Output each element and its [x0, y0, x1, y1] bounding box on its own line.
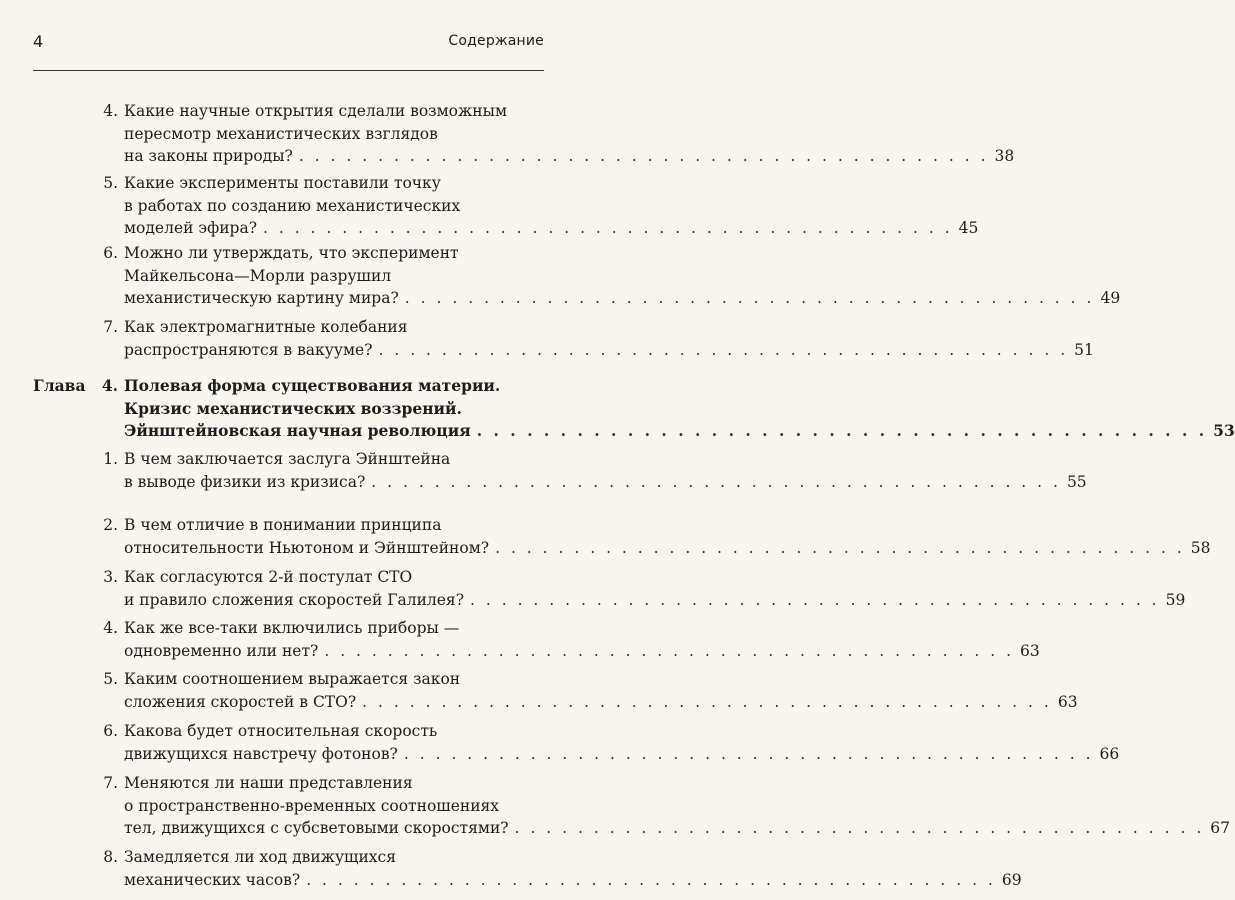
entry-title-line	[124, 537, 1211, 560]
entry-title-line: Как же все-таки включились приборы —	[124, 619, 460, 637]
entry-title-text: моделей эфира?	[124, 219, 257, 237]
entry-number: 6.	[103, 722, 118, 740]
entry-title	[124, 720, 1120, 765]
page-number-ref: 45	[958, 219, 979, 237]
toc-entry	[0, 242, 1121, 310]
entry-number: 5.	[103, 174, 118, 192]
toc-entry	[0, 172, 979, 240]
entry-number: 7.	[103, 774, 118, 792]
entry-title-line	[124, 817, 1230, 840]
entry-title-line: Замедляется ли ход движущихся	[124, 848, 396, 866]
leader-dots: . . . . . . . . . . . . . . . . . . . . . . . . . . . . . . . . . . . . . . . . . . . .	[306, 870, 996, 889]
entry-title-text: в выводе физики из кризиса?	[124, 472, 366, 491]
toc-entry	[0, 448, 1087, 493]
leader-dots: . . . . . . . . . . . . . . . . . . . . . . . . . . . . . . . . . . . . . . . . . . . .	[324, 641, 1014, 660]
entry-title	[124, 316, 1094, 361]
page-number-ref: 63	[1020, 641, 1040, 660]
entry-number: 2.	[103, 516, 118, 534]
entry-title-text: и правило сложения скоростей Галилея?	[124, 590, 465, 609]
page-number-ref: 59	[1165, 590, 1186, 609]
leader-dots: . . . . . . . . . . . . . . . . . . . . . . . . . . . . . . . . . . . . . . . . . . . .	[362, 692, 1052, 711]
entry-title-text: на законы природы?	[124, 147, 293, 165]
entry-title-line: пересмотр механистических взглядов	[124, 124, 438, 143]
entry-title-line: в работах по созданию механистических	[124, 196, 461, 215]
entry-title	[124, 100, 1015, 168]
entry-title-line: Какие научные открытия сделали возможным	[124, 102, 507, 120]
entry-title-line: Майкельсона—Морли разрушил	[124, 266, 392, 285]
page-number-ref: 67	[1210, 819, 1230, 837]
entry-title	[124, 617, 1040, 662]
entry-title	[124, 772, 1230, 840]
entry-title-text: сложения скоростей в СТО?	[124, 692, 357, 711]
page-number-ref: 38	[994, 147, 1015, 165]
entry-title-line	[124, 589, 1186, 612]
entry-title-text: одновременно или нет?	[124, 641, 319, 660]
header-rule	[33, 70, 544, 71]
entry-title-line: о пространственно-временных соотношениях	[124, 796, 500, 815]
entry-title	[124, 172, 979, 240]
entry-title-line: Как электромагнитные колебания	[124, 318, 408, 336]
entry-title-line: Как согласуются 2-й постулат СТО	[124, 568, 413, 586]
entry-title-line	[124, 420, 1235, 443]
entry-title-line	[124, 691, 1078, 714]
entry-title-line	[124, 471, 1087, 494]
entry-title	[124, 566, 1186, 611]
entry-title-line: Можно ли утверждать, что эксперимент	[124, 244, 459, 262]
entry-title-line: Какова будет относительная скорость	[124, 722, 438, 740]
entry-title-line: Каким соотношением выражается закон	[124, 670, 461, 688]
toc-entry	[0, 617, 1040, 662]
leader-dots: . . . . . . . . . . . . . . . . . . . . . . . . . . . . . . . . . . . . . . . . . . . .	[476, 421, 1208, 440]
entry-title-text: механических часов?	[124, 870, 301, 889]
page-header	[0, 0, 602, 80]
entry-title	[124, 448, 1087, 493]
entry-number: 5.	[103, 670, 118, 688]
toc-entry	[0, 772, 1230, 840]
entry-title-line	[124, 217, 979, 240]
toc-entry	[0, 514, 1211, 559]
leader-dots: . . . . . . . . . . . . . . . . . . . . . . . . . . . . . . . . . . . . . . . . . . . .	[495, 538, 1185, 557]
page-number-ref: 58	[1190, 538, 1211, 557]
page-number-ref: 66	[1099, 744, 1120, 763]
page-number-ref: 49	[1100, 289, 1121, 307]
entry-title-line	[124, 287, 1121, 310]
entry-title	[124, 514, 1211, 559]
entry-title-line	[124, 339, 1094, 362]
entry-title-line: Кризис механистических воззрений.	[124, 398, 462, 418]
chapter-entry	[0, 375, 1235, 443]
entry-title-line	[124, 869, 1022, 892]
entry-number: 4.	[103, 102, 118, 120]
leader-dots: . . . . . . . . . . . . . . . . . . . . . . . . . . . . . . . . . . . . . . . . . . . .	[470, 590, 1160, 609]
entry-number: 4.	[101, 376, 118, 395]
leader-dots: . . . . . . . . . . . . . . . . . . . . . . . . . . . . . . . . . . . . . . . . . . . .	[378, 340, 1069, 359]
entry-title	[124, 846, 1022, 891]
entry-number: 7.	[103, 318, 118, 336]
entry-title-text: относительности Ньютоном и Эйнштейном?	[124, 538, 490, 557]
toc-entry	[0, 316, 1094, 361]
entry-number: 4.	[103, 619, 118, 637]
toc-entry	[0, 566, 1186, 611]
toc-entry	[0, 668, 1078, 713]
entry-title	[124, 375, 1235, 443]
entry-title-text: Эйнштейновская научная революция	[124, 421, 471, 440]
page-number-ref: 69	[1001, 870, 1022, 889]
entry-title-line: В чем заключается заслуга Эйнштейна	[124, 450, 451, 468]
entry-number: 3.	[103, 568, 118, 586]
leader-dots: . . . . . . . . . . . . . . . . . . . . . . . . . . . . . . . . . . . . . . . . . . . .	[514, 819, 1205, 837]
page-number-ref: 55	[1066, 472, 1087, 491]
entry-title-line: Меняются ли наши представления	[124, 774, 413, 792]
chapter-label: Глава	[33, 376, 86, 395]
entry-title-line	[124, 743, 1120, 766]
page-number-ref: 63	[1057, 692, 1078, 711]
page-number-ref: 51	[1074, 340, 1094, 359]
entry-title	[124, 668, 1078, 713]
toc-entry	[0, 720, 1120, 765]
entry-title-line: В чем отличие в понимании принципа	[124, 516, 442, 534]
leader-dots: . . . . . . . . . . . . . . . . . . . . . . . . . . . . . . . . . . . . . . . . . . . .	[404, 289, 1095, 307]
leader-dots: . . . . . . . . . . . . . . . . . . . . . . . . . . . . . . . . . . . . . . . . . . . .	[298, 147, 989, 165]
entry-title-line	[124, 640, 1040, 663]
entry-title-text: тел, движущихся с субсветовыми скоростями?	[124, 819, 509, 837]
entry-number: 8.	[103, 848, 118, 866]
entry-number: 6.	[103, 244, 118, 262]
leader-dots: . . . . . . . . . . . . . . . . . . . . . . . . . . . . . . . . . . . . . . . . . . . .	[263, 219, 953, 237]
leader-dots: . . . . . . . . . . . . . . . . . . . . . . . . . . . . . . . . . . . . . . . . . . . .	[371, 472, 1061, 491]
entry-title-line: Какие эксперименты поставили точку	[124, 174, 441, 192]
entry-title-line: Полевая форма существования материи.	[124, 376, 501, 395]
page-number-ref: 53	[1213, 421, 1235, 440]
entry-title-text: движущихся навстречу фотонов?	[124, 744, 398, 763]
entry-title-text: распространяются в вакууме?	[124, 340, 373, 359]
entry-title-line	[124, 145, 1015, 168]
entry-title	[124, 242, 1121, 310]
entry-number: 1.	[103, 450, 118, 468]
leader-dots: . . . . . . . . . . . . . . . . . . . . . . . . . . . . . . . . . . . . . . . . . . . .	[403, 744, 1094, 763]
entry-title-text: механистическую картину мира?	[124, 289, 399, 307]
toc-entry	[0, 846, 1022, 891]
toc-entry	[0, 100, 1015, 168]
running-title: Содержание	[448, 33, 544, 49]
page-number: 4	[33, 32, 44, 51]
